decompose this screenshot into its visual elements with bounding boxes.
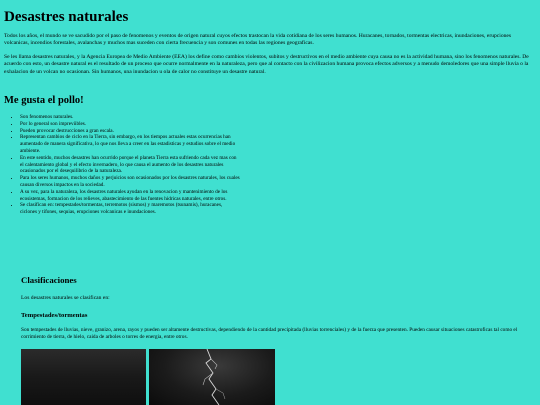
list-item: • En este sentido, muchos desastres han ocurrido porque el planeta Tierra esta sufriendo cada vez mas con el calentamiento global y el efecto invernadero, lo que causa el aumento de los desastres naturales ocasionados por el desequilibrio de la naturaleza.	[20, 155, 240, 175]
list-item: • Representan cambios de ciclo en la Tierra, sin embargo, en los tiempos actuales estas ocurrencias han aumentado de manera significativa, lo que nos lleva a creer en las estadisticas y estudios sobre el medio ambiente.	[20, 134, 240, 154]
classifications-heading: Clasificaciones	[21, 275, 77, 285]
storms-heading: Tempestades/tormentas	[21, 312, 88, 319]
list-item: • A su vez, para la naturaleza, los desastres naturales ayudan en la renovacion y mantenimiento de los ecosistemas, formacion de los relieves, abastecimiento de las fuentes hidricas naturales, entre otros.	[20, 189, 240, 203]
lightning-photo	[149, 349, 275, 405]
section-heading: Me gusta el pollo!	[4, 95, 84, 106]
list-item: • Se clasifican en: tempestades/tormentas, terremotos (sismos) y maremotos (tsunamis), huracanes, ciclones y tifones, sequias, erupciones volcanicas e inundaciones.	[20, 202, 240, 216]
storm-photo	[21, 349, 146, 405]
list-item: • Son fenomenos naturales.	[20, 114, 240, 121]
intro-paragraph: Todos los años, el mundo se ve sacudido por el paso de fenomenos y eventos de origen natural cuyos efectos trastocan la vida cotidiana de los seres humanos. Huracanes, tornados, tormentas electricas, inundaciones, erupciones volcanicas, incendios forestales, avalanchas y muchos mas suceden con cierta frecuencia y son comunes en todas las regiones geograficas.	[4, 33, 512, 47]
list-item: • Para los seres humanos, muchos daños y perjuicios son ocasionados por los desastres naturales, los cuales causan diversos impactos en la sociedad.	[20, 175, 240, 189]
lightning-bolt-icon	[149, 349, 275, 405]
classifications-intro: Los desastres naturales se clasifican en:	[21, 295, 110, 301]
list-item: • Por lo general son impreviibles.	[20, 121, 240, 128]
list-item: • Pueden provocar destrucciones a gran escala.	[20, 128, 240, 135]
storms-paragraph: Son tempestades de lluvias, nieve, granizo, arena, rayos y pueden ser altamente destructivas, dependiendo de la cantidad precipitada (lluvias torrenciales) y de la fuerza que presenten. Pueden causar situaciones catastroficas tal como el corrimiento de tierra, de hielo, caida de arboles o torres de energia, entre otros.	[21, 327, 518, 340]
facts-list	[10, 114, 240, 216]
page-title: Desastres naturales	[4, 9, 129, 25]
definition-paragraph: Se les llama desastres naturales, y la Agencia Europea de Medio Ambiente (EEA) los define como cambios violentos, subitos y destructivos en el medio ambiente cuya causa no es la actividad humana, sino los fenomenos naturales. De acuerdo con esto, un desastre natural es el resultado de un proceso que ocurre normalmente en la naturaleza, pero que al contacto con la civilizacion humana provoca efectos adversos y a menudo demoledores que una simple lluvia o la exhalacion de un volcan no ocasionan. Sin humanos, una inundacion u ola de calor no constituye un desastre natural.	[4, 54, 529, 75]
